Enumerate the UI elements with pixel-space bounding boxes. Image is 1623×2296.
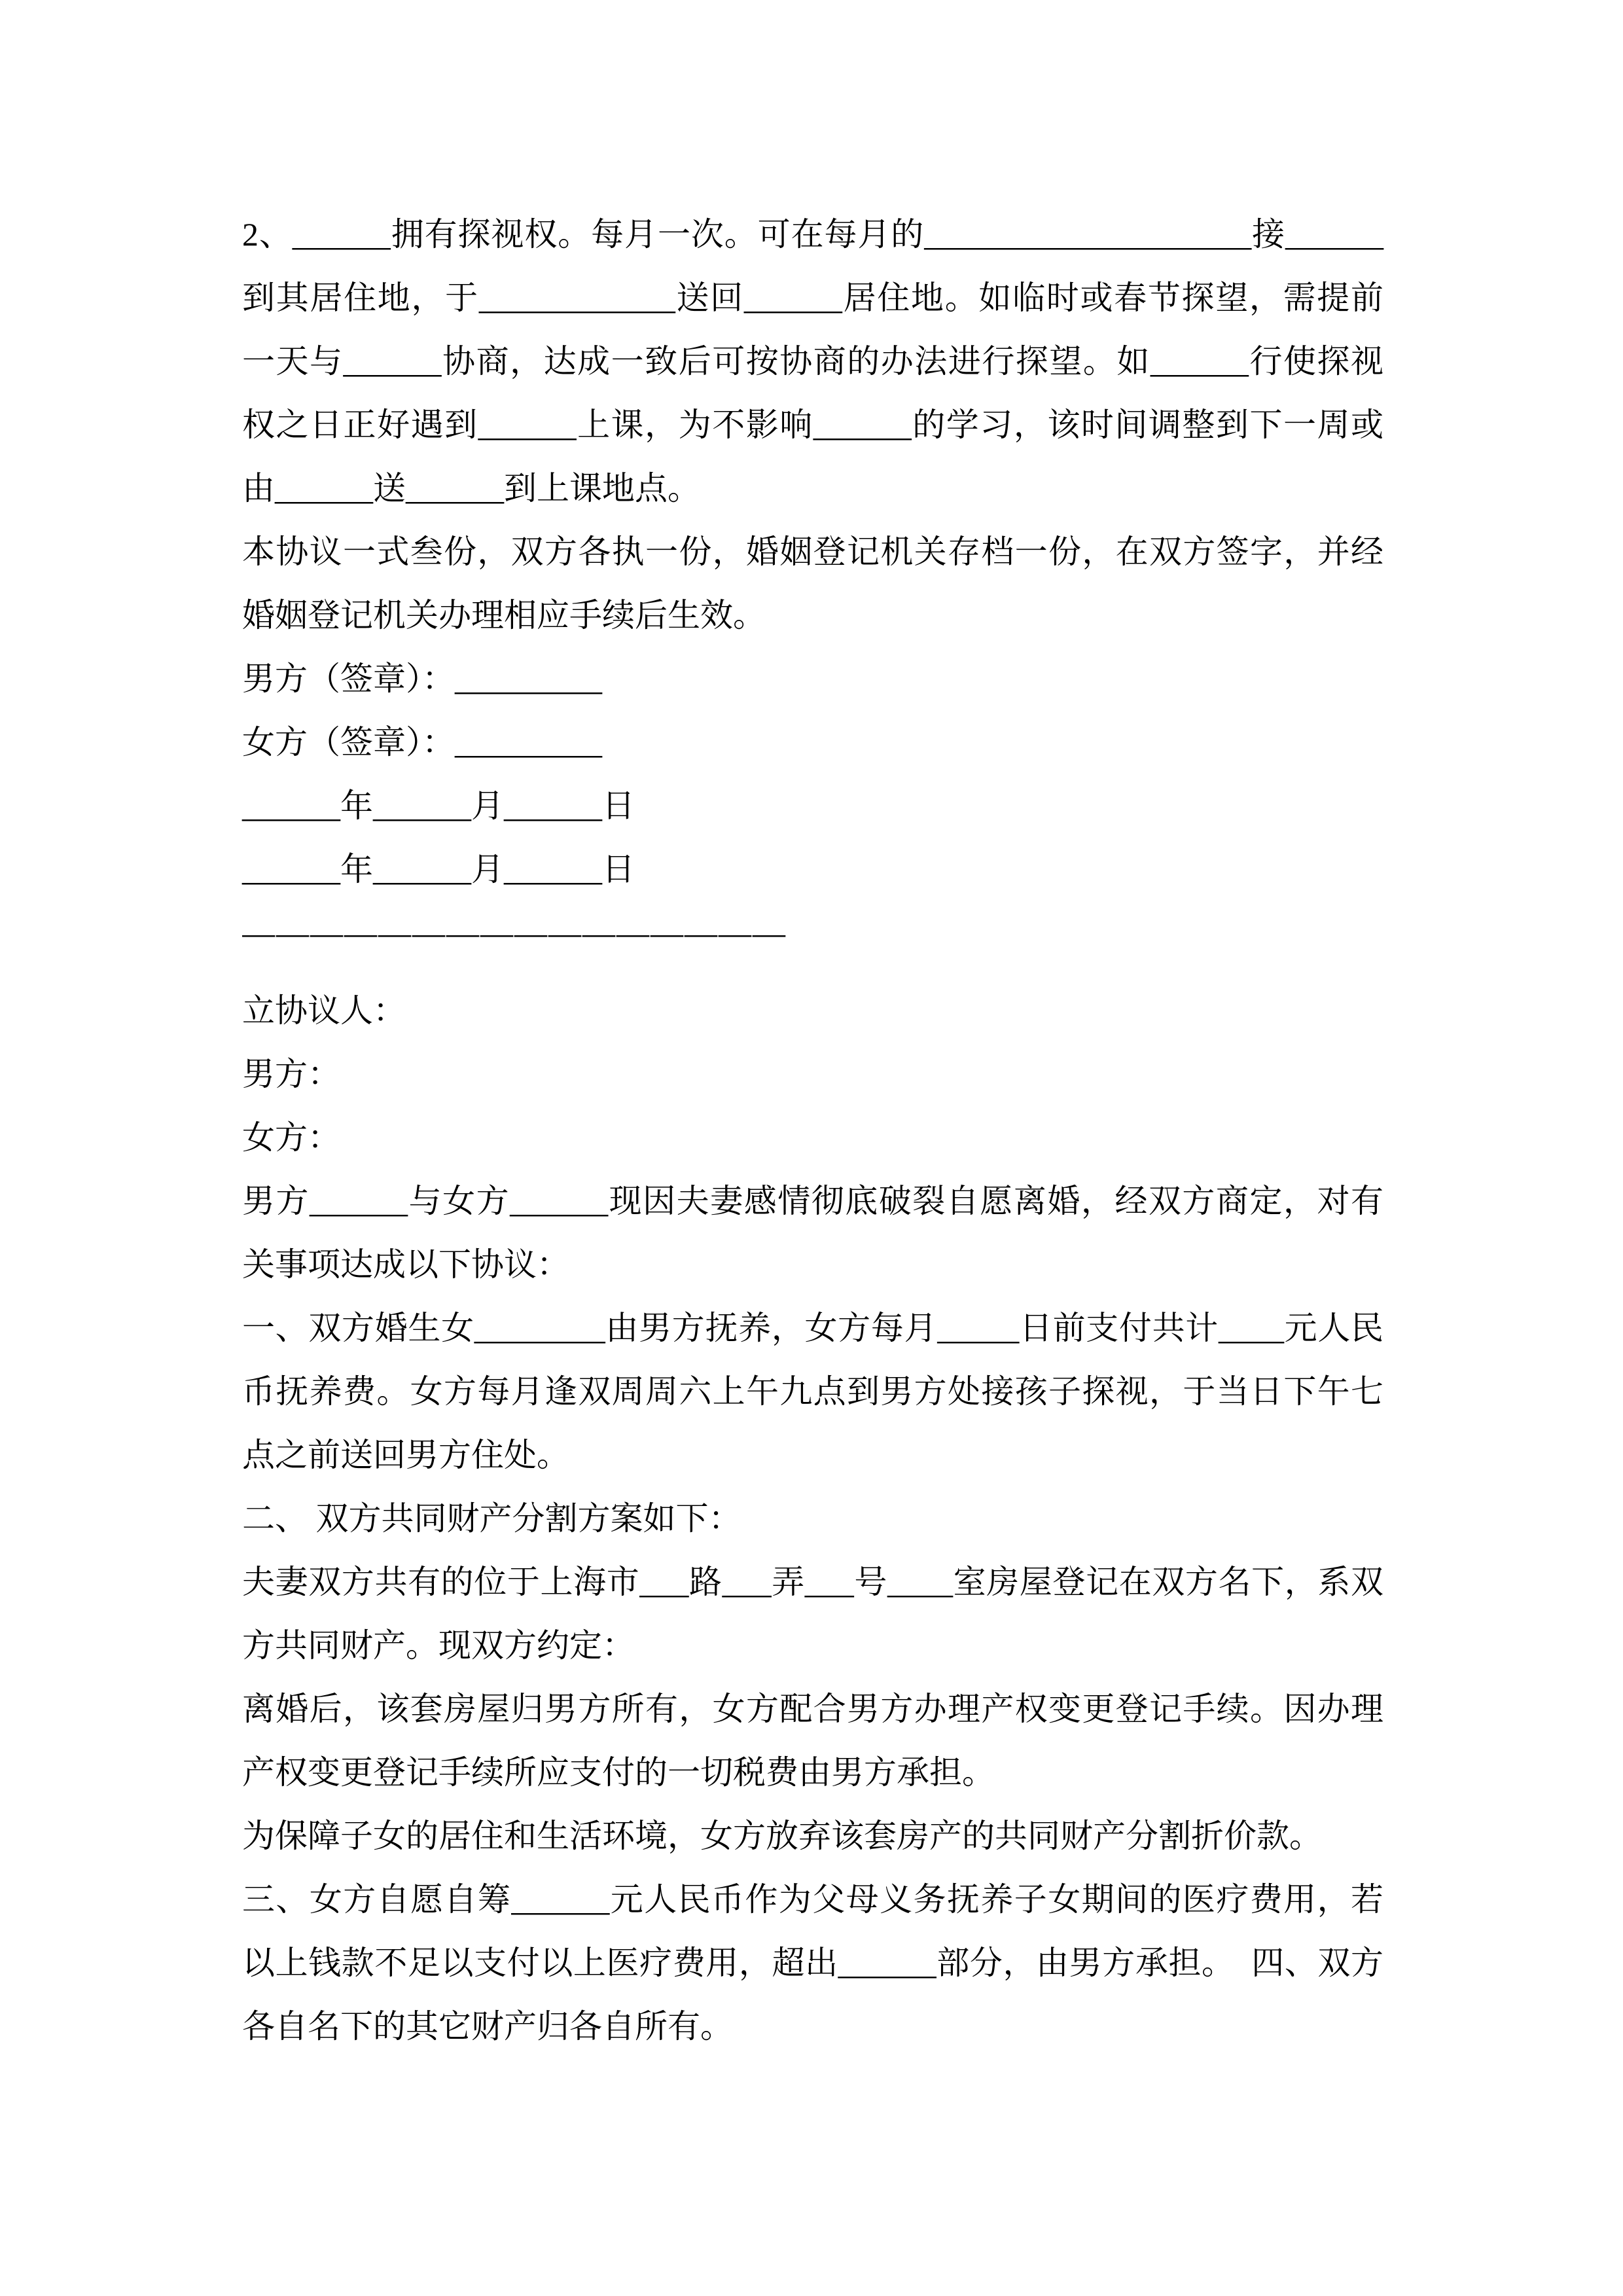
intro-clause: 男方______与女方______现因夫妻感情彻底破裂自愿离婚，经双方商定，对有关事项达成以下协议： xyxy=(242,1183,1383,1283)
party-male-label: 男方： xyxy=(242,1056,340,1092)
clause-custody: 一、双方婚生女________由男方抚养，女方每月_____日前支付共计____元人民币抚养费。女方每月逢双周周六上午九点到男方处接孩子探视，于当日下午七点之前送回男方住处。 xyxy=(242,1310,1383,1473)
clause-visitation: 2、______拥有探视权。每月一次。可在每月的____________________接______到其居住地，于____________送回______居住地。如临时或春节探望，需提前一天与______协商，达成一致后可按协商的办法进行探望。如______行使探视权之日正好遇到______上课，为不影响______的学习，该时间调整到下一周或由______送______到上课地点。 xyxy=(242,216,1383,507)
party-female-label: 女方： xyxy=(242,1119,340,1156)
signature-line-female: 女方（签章）：_________ xyxy=(242,724,602,761)
clause-property-waiver: 为保障子女的居住和生活环境，女方放弃该套房产的共同财产分割折价款。 xyxy=(242,1818,1322,1854)
parties-heading: 立协议人： xyxy=(242,992,406,1029)
date-line-2: ______年______月______日 xyxy=(242,851,635,888)
section-divider: ———————————————— xyxy=(242,914,787,951)
clause-medical-and-other-property: 三、女方自愿自筹______元人民币作为父母义务抚养子女期间的医疗费用，若以上钱款不足以支付以上医疗费用，超出______部分，由男方承担。 四、双方各自名下的其它财产归各自所有。 xyxy=(242,1881,1383,2045)
date-line-1: ______年______月______日 xyxy=(242,787,635,824)
clause-property-transfer: 离婚后，该套房屋归男方所有，女方配合男方办理产权变更登记手续。因办理产权变更登记手续所应支付的一切税费由男方承担。 xyxy=(242,1691,1383,1791)
document-body xyxy=(242,203,1383,2058)
clause-property-heading: 二、 双方共同财产分割方案如下： xyxy=(242,1500,741,1537)
signature-line-male: 男方（签章）：_________ xyxy=(242,660,602,697)
clause-effectiveness: 本协议一式叁份，双方各执一份，婚姻登记机关存档一份，在双方签字，并经婚姻登记机关办理相应手续后生效。 xyxy=(242,533,1383,634)
clause-property-house: 夫妻双方共有的位于上海市___路___弄___号____室房屋登记在双方名下，系双方共同财产。现双方约定： xyxy=(242,1564,1383,1664)
